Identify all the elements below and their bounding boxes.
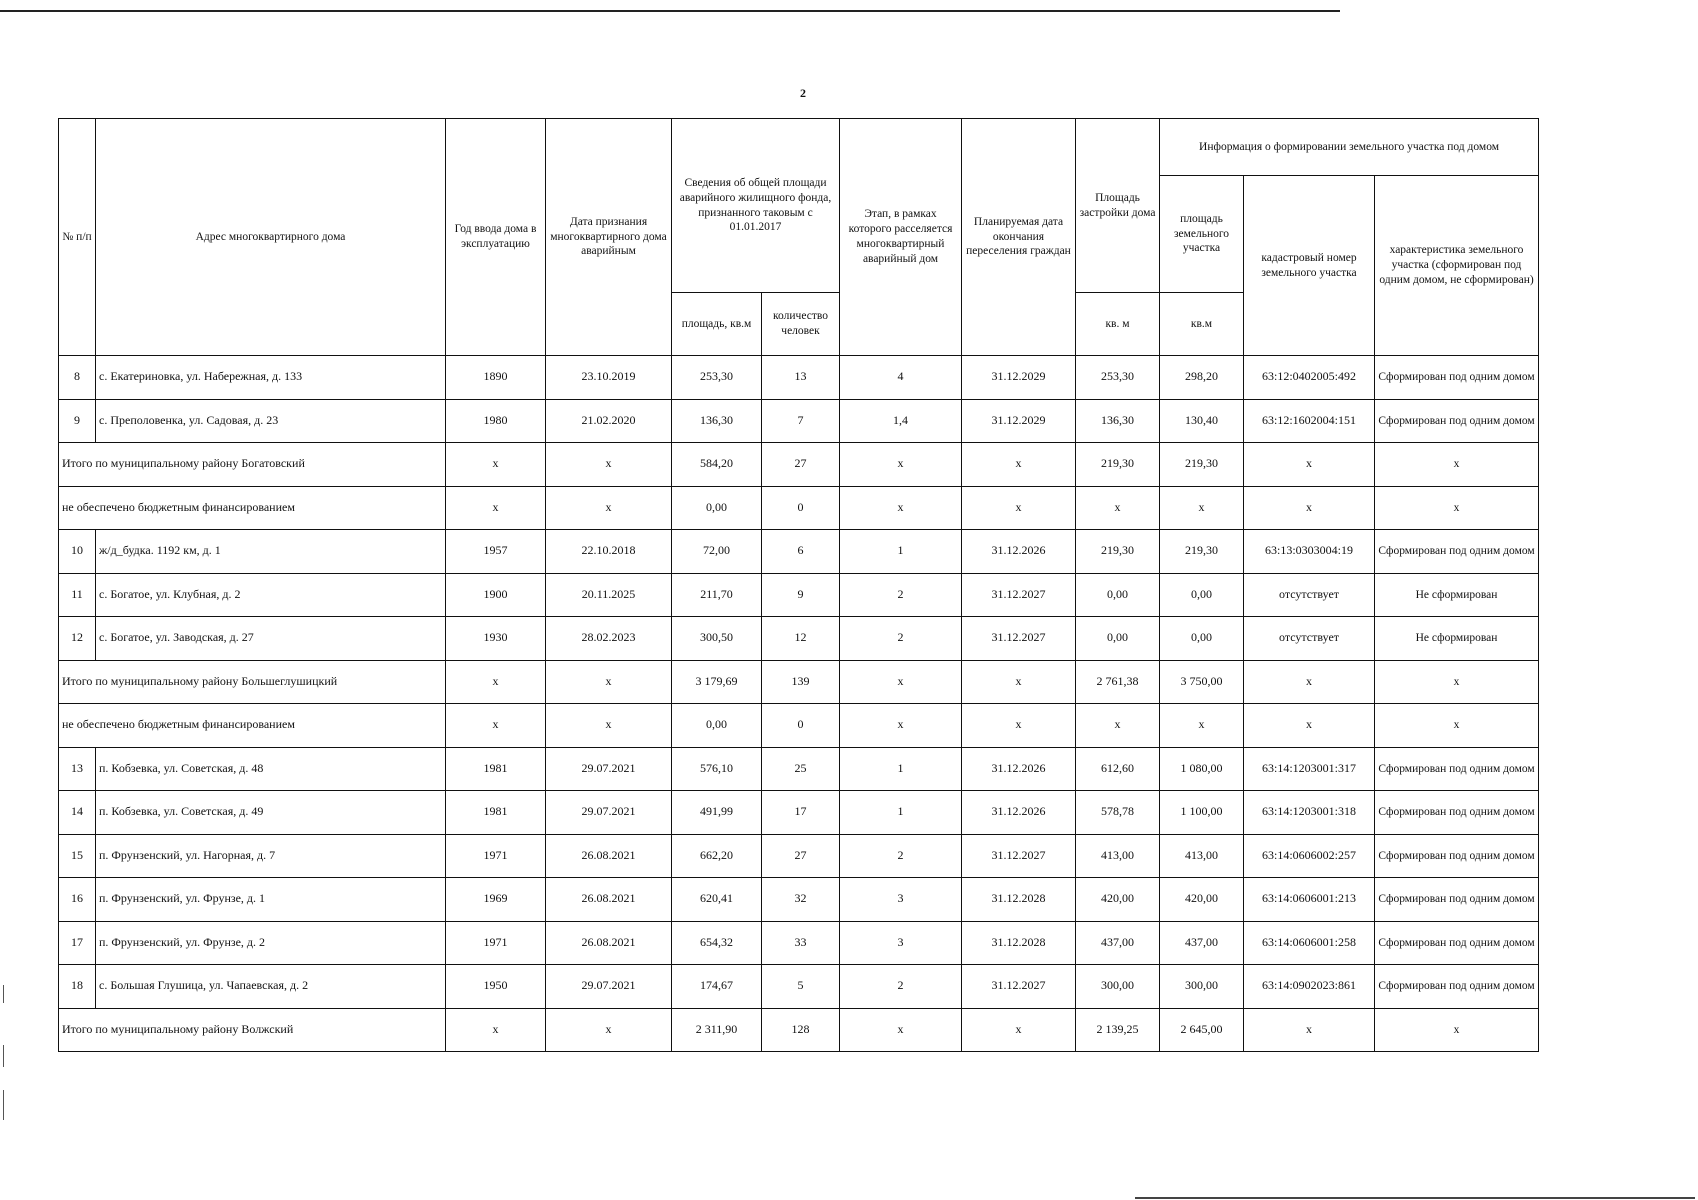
scan-edge-top (0, 10, 1340, 12)
cell-planned: 31.12.2028 (962, 878, 1076, 922)
cell-cadastral: х (1244, 1008, 1375, 1052)
cell-char: х (1375, 486, 1539, 530)
cell-people: 7 (762, 399, 840, 443)
cell-char: х (1375, 704, 1539, 748)
header-land-area: площадь земельного участка (1160, 176, 1244, 293)
cell-cadastral: отсутствует (1244, 573, 1375, 617)
cell-date: х (546, 1008, 672, 1052)
cell-planned: х (962, 443, 1076, 487)
cell-address: п. Кобзевка, ул. Советская, д. 49 (96, 791, 446, 835)
cell-cadastral: х (1244, 660, 1375, 704)
cell-year: х (446, 704, 546, 748)
cell-area: 136,30 (672, 399, 762, 443)
cell-total-label: Итого по муниципальному району Большеглушицкий (59, 660, 446, 704)
cell-total-label: не обеспечено бюджетным финансированием (59, 704, 446, 748)
cell-address: п. Фрунзенский, ул. Нагорная, д. 7 (96, 834, 446, 878)
cell-char: Сформирован под одним домом (1375, 921, 1539, 965)
cell-stage: 2 (840, 834, 962, 878)
cell-num: 9 (59, 399, 96, 443)
cell-num: 8 (59, 356, 96, 400)
cell-planned: 31.12.2029 (962, 399, 1076, 443)
header-year: Год ввода дома в эксплуатацию (446, 119, 546, 356)
cell-people: 27 (762, 834, 840, 878)
total-row (59, 486, 1539, 530)
cell-date: 26.08.2021 (546, 834, 672, 878)
scan-edge-mark (3, 985, 4, 1003)
cell-land-area: 0,00 (1160, 617, 1244, 661)
cell-address: с. Богатое, ул. Заводская, д. 27 (96, 617, 446, 661)
cell-planned: 31.12.2029 (962, 356, 1076, 400)
header-land-area-unit: кв.м (1160, 293, 1244, 356)
cell-area: 253,30 (672, 356, 762, 400)
table-row (59, 878, 1539, 922)
cell-land-area: 1 080,00 (1160, 747, 1244, 791)
cell-num: 17 (59, 921, 96, 965)
cell-cadastral: 63:14:1203001:317 (1244, 747, 1375, 791)
cell-area: 2 311,90 (672, 1008, 762, 1052)
cell-stage: х (840, 1008, 962, 1052)
total-row (59, 704, 1539, 748)
cell-cadastral: 63:14:0902023:861 (1244, 965, 1375, 1009)
cell-land-area: 130,40 (1160, 399, 1244, 443)
cell-people: 5 (762, 965, 840, 1009)
cell-people: 128 (762, 1008, 840, 1052)
header-stage: Этап, в рамках которого расселяется многоквартирный аварийный дом (840, 119, 962, 356)
table-row (59, 617, 1539, 661)
cell-area: 72,00 (672, 530, 762, 574)
header-land-info: Информация о формировании земельного участка под домом (1160, 119, 1539, 176)
cell-area: 662,20 (672, 834, 762, 878)
cell-area: 620,41 (672, 878, 762, 922)
cell-year: 1969 (446, 878, 546, 922)
cell-date: 28.02.2023 (546, 617, 672, 661)
cell-year: 1981 (446, 791, 546, 835)
table-row (59, 791, 1539, 835)
cell-cadastral: 63:13:0303004:19 (1244, 530, 1375, 574)
cell-year: 1890 (446, 356, 546, 400)
cell-year: 1981 (446, 747, 546, 791)
cell-year: 1980 (446, 399, 546, 443)
cell-stage: 4 (840, 356, 962, 400)
header-people-count: количество человек (762, 293, 840, 356)
table-row (59, 573, 1539, 617)
cell-stage: х (840, 660, 962, 704)
cell-char: Сформирован под одним домом (1375, 399, 1539, 443)
header-cadastral: кадастровый номер земельного участка (1244, 176, 1375, 356)
cell-cadastral: 63:14:0606001:213 (1244, 878, 1375, 922)
cell-stage: 2 (840, 617, 962, 661)
cell-built: 219,30 (1076, 530, 1160, 574)
cell-date: 26.08.2021 (546, 878, 672, 922)
cell-year: 1950 (446, 965, 546, 1009)
cell-cadastral: х (1244, 443, 1375, 487)
cell-char: Сформирован под одним домом (1375, 747, 1539, 791)
cell-char: Сформирован под одним домом (1375, 878, 1539, 922)
cell-planned: х (962, 1008, 1076, 1052)
cell-stage: 1,4 (840, 399, 962, 443)
cell-total-label: Итого по муниципальному району Богатовский (59, 443, 446, 487)
cell-built: 437,00 (1076, 921, 1160, 965)
cell-date: х (546, 443, 672, 487)
header-area-info: Сведения об общей площади аварийного жилищного фонда, признанного таковым с 01.01.2017 (672, 119, 840, 293)
cell-stage: 1 (840, 530, 962, 574)
scan-edge-mark (3, 1045, 4, 1067)
cell-char: Не сформирован (1375, 617, 1539, 661)
cell-address: ж/д_будка. 1192 км, д. 1 (96, 530, 446, 574)
cell-built: 219,30 (1076, 443, 1160, 487)
cell-stage: х (840, 443, 962, 487)
cell-planned: 31.12.2028 (962, 921, 1076, 965)
cell-cadastral: 63:12:1602004:151 (1244, 399, 1375, 443)
cell-planned: х (962, 660, 1076, 704)
cell-planned: 31.12.2026 (962, 747, 1076, 791)
cell-num: 11 (59, 573, 96, 617)
cell-address: с. Большая Глушица, ул. Чапаевская, д. 2 (96, 965, 446, 1009)
cell-land-area: 2 645,00 (1160, 1008, 1244, 1052)
total-row (59, 660, 1539, 704)
table-row (59, 747, 1539, 791)
cell-stage: 3 (840, 921, 962, 965)
cell-built: 413,00 (1076, 834, 1160, 878)
cell-date: 22.10.2018 (546, 530, 672, 574)
cell-built: х (1076, 486, 1160, 530)
scan-edge-bottom (1135, 1197, 1695, 1199)
cell-year: х (446, 443, 546, 487)
table-row (59, 921, 1539, 965)
cell-land-area: 219,30 (1160, 530, 1244, 574)
page-number: 2 (800, 86, 806, 100)
cell-area: 491,99 (672, 791, 762, 835)
cell-year: 1971 (446, 921, 546, 965)
table-row (59, 356, 1539, 400)
cell-year: 1971 (446, 834, 546, 878)
cell-cadastral: х (1244, 486, 1375, 530)
cell-char: Не сформирован (1375, 573, 1539, 617)
cell-year: 1957 (446, 530, 546, 574)
cell-planned: 31.12.2027 (962, 573, 1076, 617)
cell-people: 0 (762, 704, 840, 748)
cell-built: 612,60 (1076, 747, 1160, 791)
cell-stage: х (840, 704, 962, 748)
cell-date: 26.08.2021 (546, 921, 672, 965)
cell-land-area: х (1160, 704, 1244, 748)
cell-date: х (546, 486, 672, 530)
header-address: Адрес многоквартирного дома (96, 119, 446, 356)
cell-char: Сформирован под одним домом (1375, 965, 1539, 1009)
cell-date: х (546, 704, 672, 748)
header-num: № п/п (59, 119, 96, 356)
cell-planned: 31.12.2026 (962, 791, 1076, 835)
cell-people: 0 (762, 486, 840, 530)
cell-char: Сформирован под одним домом (1375, 791, 1539, 835)
header-built-area: Площадь застройки дома (1076, 119, 1160, 293)
cell-char: Сформирован под одним домом (1375, 530, 1539, 574)
scan-edge-mark (3, 1090, 4, 1120)
cell-year: 1930 (446, 617, 546, 661)
header-area-sqm: площадь, кв.м (672, 293, 762, 356)
cell-people: 9 (762, 573, 840, 617)
total-row (59, 1008, 1539, 1052)
cell-year: 1900 (446, 573, 546, 617)
cell-num: 18 (59, 965, 96, 1009)
cell-land-area: 3 750,00 (1160, 660, 1244, 704)
cell-built: 0,00 (1076, 617, 1160, 661)
cell-area: 654,32 (672, 921, 762, 965)
housing-table (58, 118, 1539, 1052)
cell-people: 33 (762, 921, 840, 965)
cell-land-area: 420,00 (1160, 878, 1244, 922)
cell-land-area: 300,00 (1160, 965, 1244, 1009)
cell-built: 2 139,25 (1076, 1008, 1160, 1052)
cell-char: х (1375, 443, 1539, 487)
cell-cadastral: х (1244, 704, 1375, 748)
cell-people: 13 (762, 356, 840, 400)
cell-num: 13 (59, 747, 96, 791)
header-recognition-date: Дата признания многоквартирного дома аварийным (546, 119, 672, 356)
cell-built: 578,78 (1076, 791, 1160, 835)
cell-num: 14 (59, 791, 96, 835)
table-header (59, 119, 1539, 356)
cell-num: 10 (59, 530, 96, 574)
cell-date: 29.07.2021 (546, 965, 672, 1009)
cell-people: 32 (762, 878, 840, 922)
cell-land-area: 298,20 (1160, 356, 1244, 400)
cell-area: 3 179,69 (672, 660, 762, 704)
cell-address: п. Фрунзенский, ул. Фрунзе, д. 2 (96, 921, 446, 965)
cell-stage: 1 (840, 791, 962, 835)
cell-address: с. Преполовенка, ул. Садовая, д. 23 (96, 399, 446, 443)
cell-address: с. Богатое, ул. Клубная, д. 2 (96, 573, 446, 617)
cell-year: х (446, 660, 546, 704)
cell-area: 174,67 (672, 965, 762, 1009)
cell-num: 16 (59, 878, 96, 922)
cell-char: Сформирован под одним домом (1375, 834, 1539, 878)
cell-people: 6 (762, 530, 840, 574)
cell-land-area: х (1160, 486, 1244, 530)
cell-planned: 31.12.2027 (962, 834, 1076, 878)
table-body (59, 356, 1539, 1052)
cell-total-label: не обеспечено бюджетным финансированием (59, 486, 446, 530)
table-row (59, 399, 1539, 443)
cell-people: 25 (762, 747, 840, 791)
cell-area: 211,70 (672, 573, 762, 617)
cell-land-area: 413,00 (1160, 834, 1244, 878)
cell-built: 0,00 (1076, 573, 1160, 617)
cell-planned: х (962, 704, 1076, 748)
cell-people: 17 (762, 791, 840, 835)
cell-stage: 2 (840, 573, 962, 617)
cell-year: х (446, 1008, 546, 1052)
cell-built: 300,00 (1076, 965, 1160, 1009)
cell-date: 21.02.2020 (546, 399, 672, 443)
cell-planned: 31.12.2027 (962, 965, 1076, 1009)
cell-people: 27 (762, 443, 840, 487)
header-planned-date: Планируемая дата окончания переселения граждан (962, 119, 1076, 356)
table-row (59, 834, 1539, 878)
header-land-char: характеристика земельного участка (сформирован под одним домом, не сформирован) (1375, 176, 1539, 356)
cell-land-area: 1 100,00 (1160, 791, 1244, 835)
header-built-area-unit: кв. м (1076, 293, 1160, 356)
cell-num: 15 (59, 834, 96, 878)
cell-total-label: Итого по муниципальному району Волжский (59, 1008, 446, 1052)
cell-planned: х (962, 486, 1076, 530)
cell-area: 576,10 (672, 747, 762, 791)
cell-date: 29.07.2021 (546, 791, 672, 835)
cell-planned: 31.12.2026 (962, 530, 1076, 574)
cell-cadastral: 63:14:0606001:258 (1244, 921, 1375, 965)
cell-land-area: 219,30 (1160, 443, 1244, 487)
cell-char: х (1375, 660, 1539, 704)
cell-num: 12 (59, 617, 96, 661)
cell-land-area: 0,00 (1160, 573, 1244, 617)
cell-cadastral: отсутствует (1244, 617, 1375, 661)
table-row (59, 965, 1539, 1009)
cell-built: 253,30 (1076, 356, 1160, 400)
cell-people: 12 (762, 617, 840, 661)
cell-date: 23.10.2019 (546, 356, 672, 400)
cell-date: х (546, 660, 672, 704)
cell-date: 20.11.2025 (546, 573, 672, 617)
cell-land-area: 437,00 (1160, 921, 1244, 965)
cell-stage: 1 (840, 747, 962, 791)
cell-cadastral: 63:14:1203001:318 (1244, 791, 1375, 835)
cell-built: х (1076, 704, 1160, 748)
cell-char: Сформирован под одним домом (1375, 356, 1539, 400)
cell-stage: х (840, 486, 962, 530)
cell-cadastral: 63:12:0402005:492 (1244, 356, 1375, 400)
cell-address: п. Фрунзенский, ул. Фрунзе, д. 1 (96, 878, 446, 922)
cell-area: 0,00 (672, 704, 762, 748)
cell-area: 300,50 (672, 617, 762, 661)
cell-cadastral: 63:14:0606002:257 (1244, 834, 1375, 878)
cell-area: 0,00 (672, 486, 762, 530)
cell-year: х (446, 486, 546, 530)
cell-built: 136,30 (1076, 399, 1160, 443)
cell-planned: 31.12.2027 (962, 617, 1076, 661)
table-row (59, 530, 1539, 574)
cell-people: 139 (762, 660, 840, 704)
cell-stage: 3 (840, 878, 962, 922)
cell-date: 29.07.2021 (546, 747, 672, 791)
cell-address: с. Екатериновка, ул. Набережная, д. 133 (96, 356, 446, 400)
cell-built: 420,00 (1076, 878, 1160, 922)
cell-char: х (1375, 1008, 1539, 1052)
cell-built: 2 761,38 (1076, 660, 1160, 704)
total-row (59, 443, 1539, 487)
cell-area: 584,20 (672, 443, 762, 487)
cell-stage: 2 (840, 965, 962, 1009)
cell-address: п. Кобзевка, ул. Советская, д. 48 (96, 747, 446, 791)
